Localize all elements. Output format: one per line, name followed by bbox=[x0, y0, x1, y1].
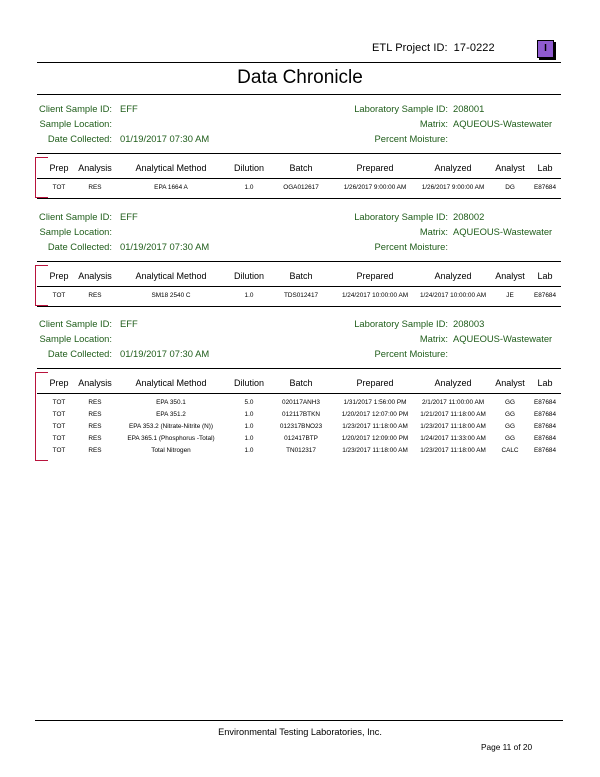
matrix-label: Matrix: bbox=[419, 333, 448, 344]
table-cell: 2/1/2017 11:00:00 AM bbox=[421, 399, 485, 406]
table-cell: GG bbox=[505, 399, 515, 406]
table-cell: EPA 1664 A bbox=[154, 184, 188, 191]
column-header-rule bbox=[37, 393, 561, 394]
lab-sample-id-label: Laboratory Sample ID: bbox=[354, 103, 448, 114]
table-cell: 020117ANH3 bbox=[282, 399, 320, 406]
date-collected-value: 01/19/2017 07:30 AM bbox=[120, 133, 210, 144]
table-cell: 1/23/2017 11:18:00 AM bbox=[420, 447, 486, 454]
lab-sample-id-value: 208003 bbox=[453, 318, 485, 329]
column-header: Analyzed bbox=[434, 163, 472, 173]
table-cell: E87684 bbox=[533, 411, 557, 418]
table-cell: TOT bbox=[52, 411, 66, 418]
table-cell: 1/23/2017 11:18:00 AM bbox=[342, 423, 408, 430]
column-header: Prepared bbox=[356, 378, 394, 388]
column-header: Analyzed bbox=[434, 378, 472, 388]
table-cell: 1/23/2017 11:18:00 AM bbox=[420, 423, 486, 430]
column-header: Prep bbox=[49, 378, 69, 388]
client-sample-id-value: EFF bbox=[120, 211, 138, 222]
sample-info-rule bbox=[37, 153, 561, 154]
table-cell: Total Nitrogen bbox=[151, 447, 191, 454]
table-cell: DG bbox=[505, 184, 515, 191]
table-cell: GG bbox=[505, 435, 515, 442]
table-cell: GG bbox=[505, 423, 515, 430]
matrix-value: AQUEOUS-Wastewater bbox=[453, 226, 553, 237]
table-cell: OGA012617 bbox=[283, 184, 319, 191]
table-cell: 1.0 bbox=[244, 435, 254, 442]
table-cell: 1/31/2017 1:56:00 PM bbox=[343, 399, 407, 406]
header-rule bbox=[37, 62, 561, 63]
date-collected-label: Date Collected: bbox=[47, 241, 112, 252]
lab-sample-id-value: 208002 bbox=[453, 211, 485, 222]
table-cell: 012417BTP bbox=[284, 435, 318, 442]
sample-location-label: Sample Location: bbox=[39, 226, 112, 237]
table-cell: RES bbox=[88, 292, 102, 299]
matrix-label: Matrix: bbox=[419, 118, 448, 129]
column-header: Dilution bbox=[233, 163, 265, 173]
percent-moisture-label: Percent Moisture: bbox=[374, 133, 448, 144]
lab-sample-id-label: Laboratory Sample ID: bbox=[354, 211, 448, 222]
percent-moisture-label: Percent Moisture: bbox=[374, 241, 448, 252]
table-cell: E87684 bbox=[533, 292, 557, 299]
client-sample-id-label: Client Sample ID: bbox=[39, 103, 112, 114]
column-header: Analyst bbox=[495, 271, 525, 281]
column-header: Batch bbox=[289, 271, 313, 281]
table-cell: CALC bbox=[501, 447, 519, 454]
matrix-label: Matrix: bbox=[419, 226, 448, 237]
client-sample-id-label: Client Sample ID: bbox=[39, 211, 112, 222]
table-cell: EPA 353.2 (Nitrate-Nitrite (N)) bbox=[128, 423, 214, 430]
date-collected-label: Date Collected: bbox=[47, 348, 112, 359]
lab-sample-id-label: Laboratory Sample ID: bbox=[354, 318, 448, 329]
sample-info-rule bbox=[37, 368, 561, 369]
client-sample-id-value: EFF bbox=[120, 318, 138, 329]
column-header: Batch bbox=[289, 163, 313, 173]
column-header: Analysis bbox=[78, 163, 112, 173]
table-cell: E87684 bbox=[533, 423, 557, 430]
table-cell: 1.0 bbox=[244, 423, 254, 430]
table-cell: 1.0 bbox=[244, 447, 254, 454]
column-header: Lab bbox=[537, 271, 553, 281]
table-cell: TOT bbox=[52, 447, 66, 454]
table-cell: E87684 bbox=[533, 399, 557, 406]
table-bracket bbox=[35, 157, 48, 198]
table-cell: 1/20/2017 12:07:00 PM bbox=[341, 411, 409, 418]
table-cell: 1/21/2017 11:18:00 AM bbox=[420, 411, 486, 418]
table-cell: TN012317 bbox=[286, 447, 316, 454]
date-collected-value: 01/19/2017 07:30 AM bbox=[120, 348, 210, 359]
table-cell: E87684 bbox=[533, 435, 557, 442]
table-bracket bbox=[35, 265, 48, 306]
project-id-value: 17-0222 bbox=[453, 42, 495, 54]
column-header: Analytical Method bbox=[135, 163, 207, 173]
table-cell: RES bbox=[88, 447, 102, 454]
table-cell: 1/26/2017 9:00:00 AM bbox=[421, 184, 485, 191]
percent-moisture-label: Percent Moisture: bbox=[374, 348, 448, 359]
column-header: Analyst bbox=[495, 378, 525, 388]
column-header: Prep bbox=[49, 163, 69, 173]
table-cell: 012117BTKN bbox=[282, 411, 320, 418]
table-cell: TOT bbox=[52, 292, 66, 299]
page-title: Data Chronicle bbox=[237, 67, 363, 88]
table-cell: TDS012417 bbox=[283, 292, 319, 299]
column-header: Dilution bbox=[233, 271, 265, 281]
project-id bbox=[372, 42, 495, 54]
project-id-label: ETL Project ID: bbox=[372, 42, 448, 54]
column-header: Lab bbox=[537, 163, 553, 173]
column-header: Prepared bbox=[356, 163, 394, 173]
table-cell: RES bbox=[88, 184, 102, 191]
title-rule bbox=[37, 94, 561, 95]
footer-rule bbox=[35, 720, 563, 721]
sample-location-label: Sample Location: bbox=[39, 333, 112, 344]
table-cell: TOT bbox=[52, 423, 66, 430]
column-header: Analyzed bbox=[434, 271, 472, 281]
table-cell: 1.0 bbox=[244, 184, 254, 191]
column-header-rule bbox=[37, 286, 561, 287]
table-cell: TOT bbox=[52, 399, 66, 406]
sample-end-rule bbox=[37, 306, 561, 307]
table-cell: RES bbox=[88, 399, 102, 406]
table-cell: 012317BNO23 bbox=[279, 423, 323, 430]
table-cell: RES bbox=[88, 423, 102, 430]
matrix-value: AQUEOUS-Wastewater bbox=[453, 118, 553, 129]
sample-info-rule bbox=[37, 261, 561, 262]
table-cell: EPA 351.2 bbox=[156, 411, 186, 418]
table-cell: 1/24/2017 11:33:00 AM bbox=[420, 435, 486, 442]
page-number: Page 11 of 20 bbox=[481, 742, 533, 752]
table-cell: SM18 2540 C bbox=[151, 292, 191, 299]
sample-location-label: Sample Location: bbox=[39, 118, 112, 129]
lab-sample-id-value: 208001 bbox=[453, 103, 485, 114]
date-collected-value: 01/19/2017 07:30 AM bbox=[120, 241, 210, 252]
column-header: Dilution bbox=[233, 378, 265, 388]
column-header: Analysis bbox=[78, 271, 112, 281]
client-sample-id-value: EFF bbox=[120, 103, 138, 114]
table-cell: TOT bbox=[52, 184, 66, 191]
footer-company: Environmental Testing Laboratories, Inc. bbox=[218, 727, 382, 737]
table-cell: TOT bbox=[52, 435, 66, 442]
column-header-rule bbox=[37, 178, 561, 179]
column-header: Analytical Method bbox=[135, 271, 207, 281]
table-cell: EPA 350.1 bbox=[156, 399, 186, 406]
date-collected-label: Date Collected: bbox=[47, 133, 112, 144]
table-cell: 5.0 bbox=[244, 399, 254, 406]
table-bracket bbox=[35, 372, 48, 461]
table-cell: 1/26/2017 9:00:00 AM bbox=[343, 184, 407, 191]
table-cell: 1.0 bbox=[244, 411, 254, 418]
column-header: Analytical Method bbox=[135, 378, 207, 388]
table-cell: 1.0 bbox=[244, 292, 254, 299]
column-header: Analysis bbox=[78, 378, 112, 388]
table-cell: JE bbox=[506, 292, 514, 299]
column-header: Prep bbox=[49, 271, 69, 281]
table-cell: 1/23/2017 11:18:00 AM bbox=[342, 447, 408, 454]
column-header: Batch bbox=[289, 378, 313, 388]
table-cell: GG bbox=[505, 411, 515, 418]
table-cell: E87684 bbox=[533, 447, 557, 454]
column-header: Analyst bbox=[495, 163, 525, 173]
table-cell: RES bbox=[88, 435, 102, 442]
matrix-value: AQUEOUS-Wastewater bbox=[453, 333, 553, 344]
column-header: Lab bbox=[537, 378, 553, 388]
table-cell: 1/20/2017 12:09:00 PM bbox=[341, 435, 409, 442]
table-cell: RES bbox=[88, 411, 102, 418]
sample-end-rule bbox=[37, 198, 561, 199]
table-cell: 1/24/2017 10:00:00 AM bbox=[419, 292, 487, 299]
table-cell: 1/24/2017 10:00:00 AM bbox=[341, 292, 409, 299]
table-cell: E87684 bbox=[533, 184, 557, 191]
column-header: Prepared bbox=[356, 271, 394, 281]
client-sample-id-label: Client Sample ID: bbox=[39, 318, 112, 329]
table-cell: EPA 365.1 (Phosphorus -Total) bbox=[127, 435, 215, 442]
page-badge: I bbox=[537, 40, 554, 58]
